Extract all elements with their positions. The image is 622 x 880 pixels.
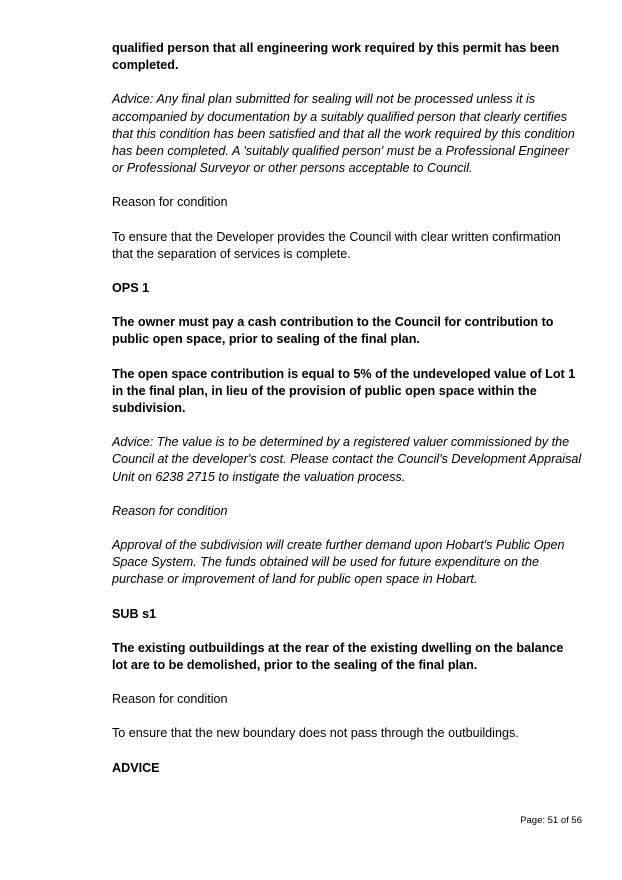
valuation-advice-text: Advice: The value is to be determined by a registered valuer commissioned by the Council at the developer's cost. Please contact the Council's Development Appraisal Unit on 6238 2715 to instigate the valuation process. bbox=[112, 435, 582, 484]
outbuildings-demolition-condition: The existing outbuildings at the rear of the existing dwelling on the balance lot are to be demolished, prior to the sealing of the final plan. bbox=[112, 640, 564, 673]
open-space-contribution-condition: The open space contribution is equal to 5% of the undeveloped value of Lot 1 in the final plan, in lieu of the provision of public open space within the subdivision. bbox=[112, 366, 576, 416]
section-heading-advice: ADVICE bbox=[112, 760, 160, 775]
section-heading-ops1: OPS 1 bbox=[112, 281, 150, 296]
page-number: Page: 51 of 56 bbox=[520, 815, 582, 826]
reason-heading: Reason for condition bbox=[112, 692, 228, 707]
reason-text: To ensure that the Developer provides the Council with clear written confirmation that the separation of services is complete. bbox=[112, 229, 561, 261]
reason-text: Approval of the subdivision will create further demand upon Hobart's Public Open Space System. The funds obtained will be used for future expenditure on the purchase or improvement of land for public open space in Hobart. bbox=[112, 538, 565, 587]
reason-heading: Reason for condition bbox=[112, 195, 228, 210]
cash-contribution-condition: The owner must pay a cash contribution to the Council for contribution to public open space, prior to sealing of the final plan. bbox=[112, 315, 554, 347]
reason-heading: Reason for condition bbox=[112, 503, 228, 518]
engineering-work-condition-text: qualified person that all engineering work required by this permit has been completed. bbox=[112, 41, 560, 73]
reason-text: To ensure that the new boundary does not pass through the outbuildings. bbox=[112, 726, 519, 741]
section-heading-sub-s1: SUB s1 bbox=[112, 606, 157, 621]
document-page bbox=[112, 40, 582, 777]
sealing-advice-text: Advice: Any final plan submitted for sealing will not be processed unless it is accompanied by documentation by a suitably qualified person that clearly certifies that this condition has been satisfied and that all the work required by this condition has been completed. A 'suitably qualified person' must be a Professional Engineer or Professional Surveyor or other persons acceptable to Council. bbox=[112, 92, 575, 176]
